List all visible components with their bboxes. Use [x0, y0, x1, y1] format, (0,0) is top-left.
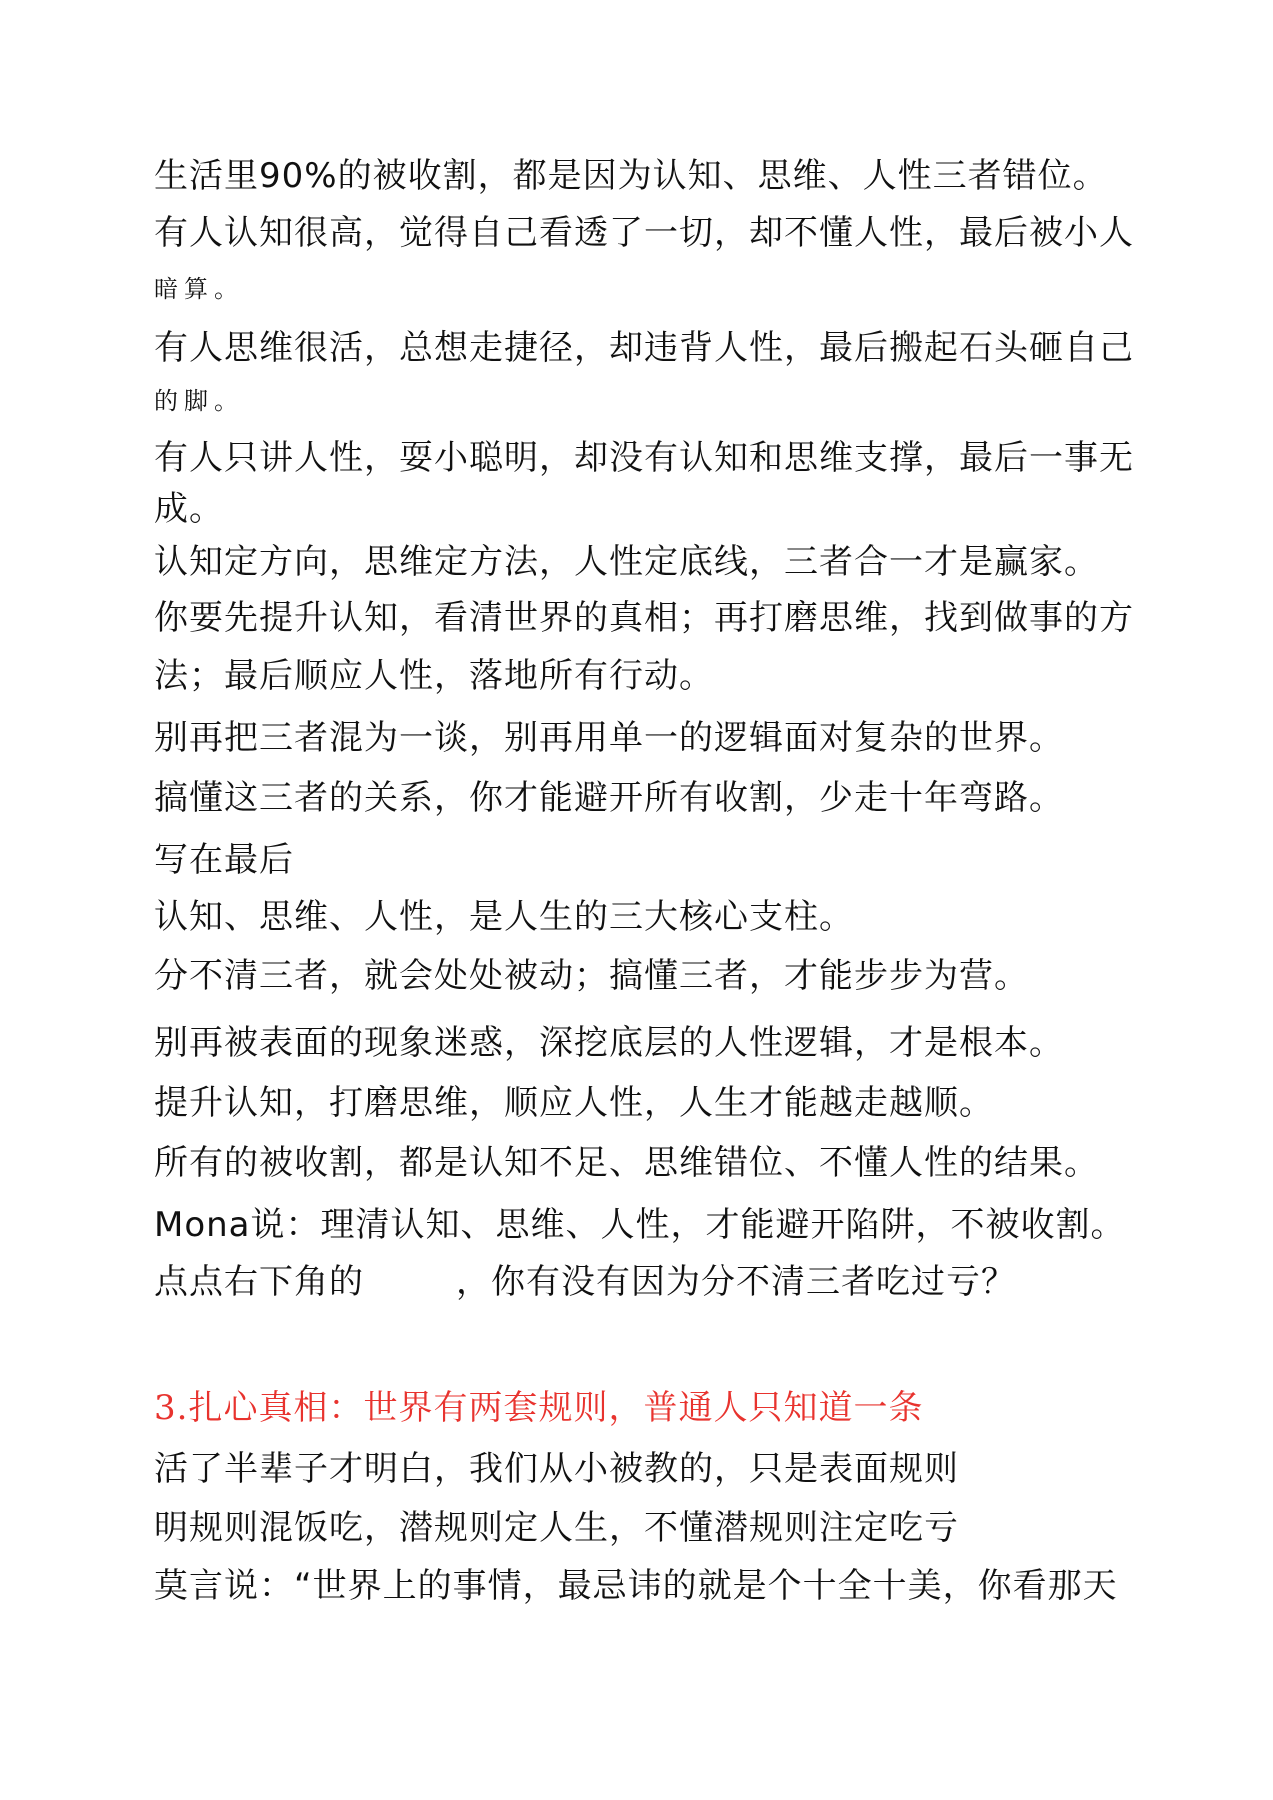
paragraph-line: 认知、思维、人性，是人生的三大核心支柱。: [154, 897, 854, 937]
paragraph-line: 认知定方向，思维定方法，人性定底线，三者合一才是赢家。: [154, 542, 1099, 582]
paragraph-line: 有人只讲人性，耍小聪明，却没有认知和思维支撑，最后一事无: [154, 438, 1134, 478]
last-line-after: ，你有没有因为分不清三者吃过亏？: [456, 1262, 1016, 1302]
paragraph-line: Mona说：理清认知、思维、人性，才能避开陷阱，不被收割。: [154, 1205, 1126, 1245]
paragraph-line: 生活里90%的被收割，都是因为认知、思维、人性三者错位。: [154, 156, 1108, 196]
last-line-before: 点点右下角的: [154, 1262, 364, 1302]
paragraph-line: 别再把三者混为一谈，别再用单一的逻辑面对复杂的世界。: [154, 718, 1064, 758]
paragraph-line: 搞懂这三者的关系，你才能避开所有收割，少走十年弯路。: [154, 778, 1064, 818]
paragraph-line: 你要先提升认知，看清世界的真相；再打磨思维，找到做事的方: [154, 598, 1134, 638]
section-subtitle: 写在最后: [154, 840, 294, 880]
paragraph-line: 所有的被收割，都是认知不足、思维错位、不懂人性的结果。: [154, 1143, 1099, 1183]
section-heading-text: 扎心真相：世界有两套规则，普通人只知道一条: [188, 1388, 924, 1428]
section-heading: [154, 1386, 923, 1430]
paragraph-line: 提升认知，打磨思维，顺应人性，人生才能越走越顺。: [154, 1083, 994, 1123]
section-heading-number: 3.: [154, 1388, 189, 1428]
paragraph-line: 分不清三者，就会处处被动；搞懂三者，才能步步为营。: [154, 956, 1029, 996]
paragraph-line: 活了半辈子才明白，我们从小被教的，只是表面规则: [154, 1449, 959, 1489]
paragraph-line: 莫言说：“世界上的事情，最忌讳的就是个十全十美，你看那天: [154, 1566, 1118, 1606]
paragraph-line: 有人思维很活，总想走捷径，却违背人性，最后搬起石头砸自己: [154, 328, 1134, 368]
paragraph-line: 明规则混饭吃，潜规则定人生，不懂潜规则注定吃亏: [154, 1508, 959, 1548]
paragraph-line: 有人认知很高，觉得自己看透了一切，却不懂人性，最后被小人: [154, 213, 1134, 253]
paragraph-line: 成。: [154, 489, 224, 529]
paragraph-line: 的脚。: [154, 387, 244, 415]
paragraph-line: 暗算。: [154, 275, 244, 303]
paragraph-line: 法；最后顺应人性，落地所有行动。: [154, 656, 714, 696]
paragraph-line: 别再被表面的现象迷惑，深挖底层的人性逻辑，才是根本。: [154, 1023, 1064, 1063]
paragraph-line: [154, 1260, 1016, 1304]
